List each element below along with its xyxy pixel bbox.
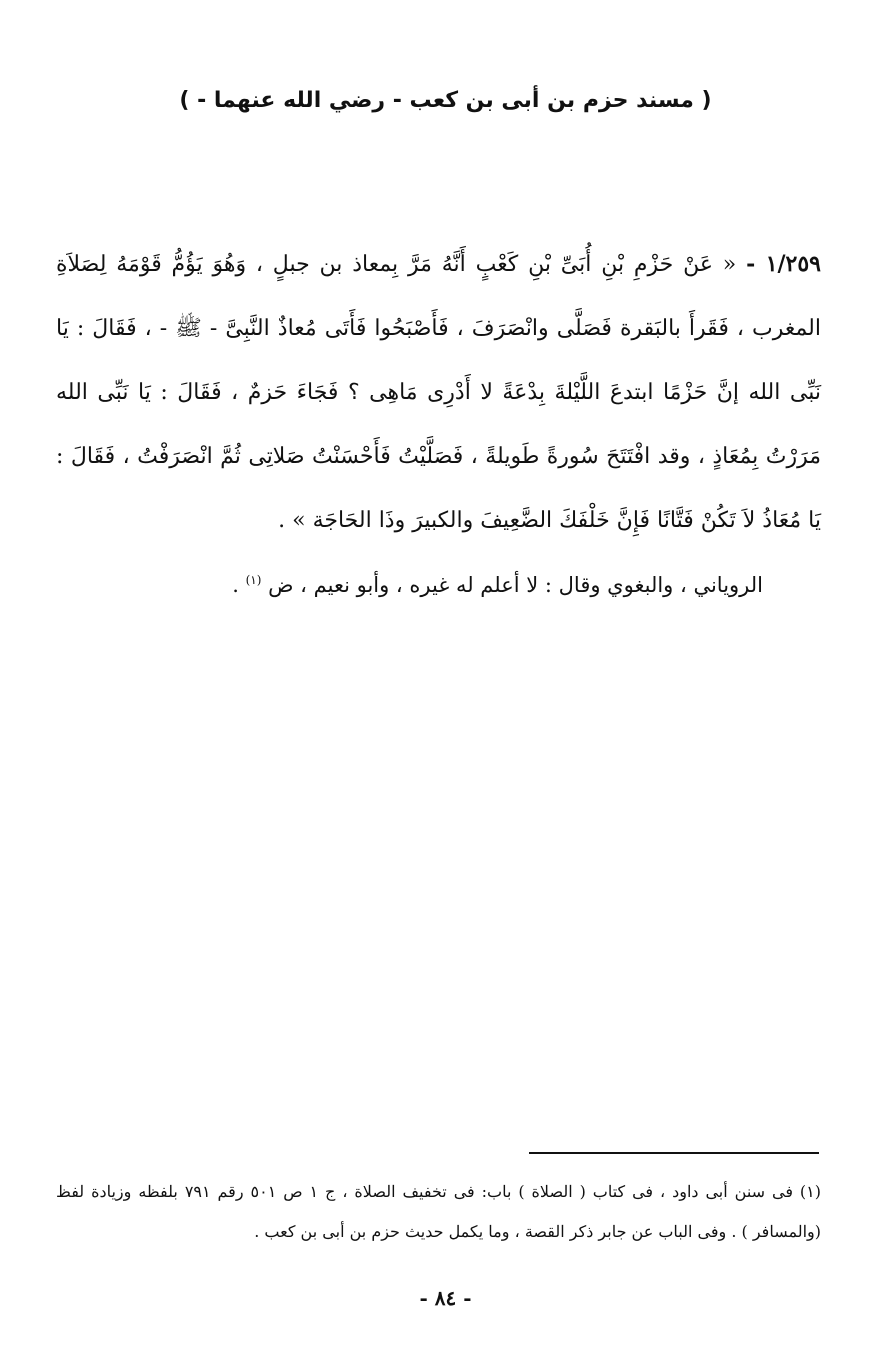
page-number bbox=[0, 1286, 891, 1310]
footnote bbox=[56, 1172, 821, 1252]
section-title bbox=[0, 88, 891, 113]
section-title-text: ( مسند حزم بن أبى بن كعب - رضي الله عنهما - ) bbox=[179, 88, 712, 113]
page-number-text: - ٨٤ - bbox=[419, 1286, 472, 1310]
hadith-paragraph bbox=[56, 232, 821, 553]
sources-end: . bbox=[232, 573, 239, 597]
sources-text: الروياني ، والبغوي وقال : لا أعلم له غيره ، وأبو نعيم ، ض bbox=[268, 573, 763, 597]
hadith-text: « عَنْ حَزْمِ بْنِ أُبَىِّ بْنِ كَعْبٍ أَنَّهُ مَرَّ بِمعاذ بن جبلٍ ، وَهُوَ يَؤُمُّ قَوْمَهُ لِصَلاَةِ المغرب ، فَقَرأَ بالبَقرة فَصَلَّى وانْصَرَفَ ، فَأَصْبَحُوا فَأَتَى مُعاذٌ النَّبِىَّ - ﷺ - ، فَقَالَ : يَا نَبِّى الله إنَّ حَزْمًا ابتدعَ اللَّيْلةَ بِدْعَةً لا أَدْرِى مَاهِى ؟ فَجَاءَ حَزمٌ ، فَقَالَ : يَا نَبِّى الله مَرَرْتُ بِمُعَاذٍ ، وقد افْتَتَحَ سُورةً طَويلةً ، فَصَلَّيْتُ فَأَحْسَنْتُ صَلاتِى ثُمَّ انْصَرَفْتُ ، فَقَالَ : يَا مُعَاذُ لاَ تَكُنْ فَتَّانًا فَإِنَّ خَلْفَكَ الضَّعِيفَ والكبيرَ وذَا الحَاجَة » . bbox=[56, 252, 821, 533]
footnote-reference: (١) bbox=[245, 573, 262, 587]
hadith-number: ١/٢٥٩ - bbox=[746, 251, 821, 277]
footnote-divider bbox=[529, 1152, 819, 1154]
footnote-text: (١) فى سنن أبى داود ، فى كتاب ( الصلاة ) باب: فى تخفيف الصلاة ، ج ١ ص ٥٠١ رقم ٧٩١ بلفظه وزيادة لفظ (والمسافر ) . وفى الباب عن جابر ذكر القصة ، وما يكمل حديث حزم بن أبى بن كعب . bbox=[56, 1182, 822, 1241]
hadith-sources bbox=[123, 560, 763, 605]
